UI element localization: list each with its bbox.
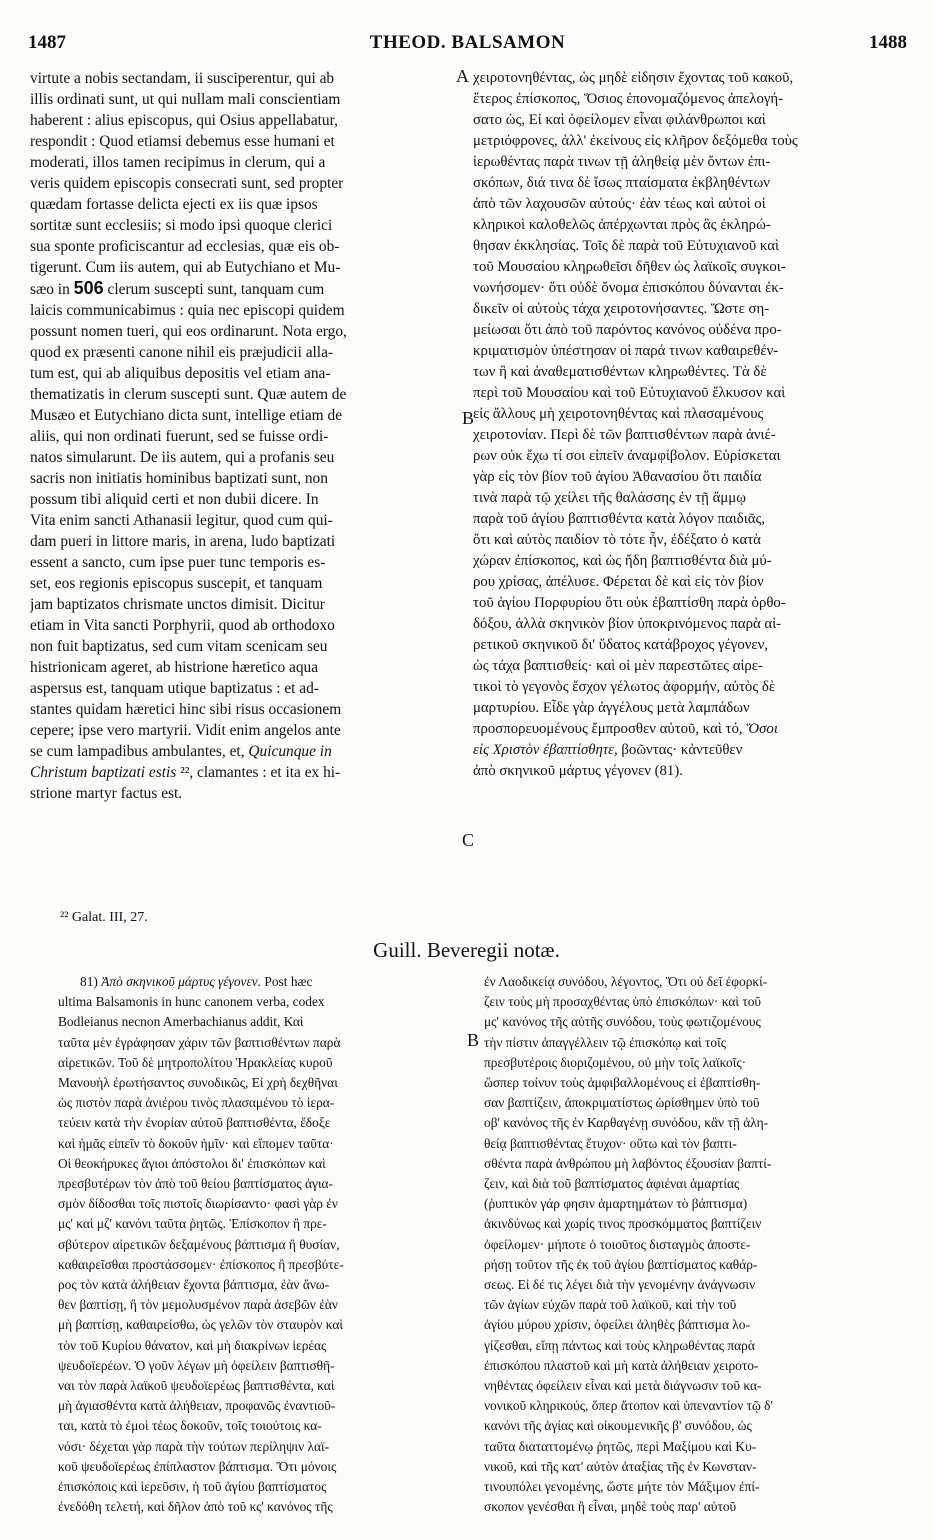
greek-line: νωνήσομεν· ὅτι οὐδὲ ὄνομα ἐπισκόπου δύνανται ἐκ-	[473, 280, 784, 296]
margin-letter-b: B	[462, 408, 475, 428]
note-line: τῶν ἁγίων εὐχῶν παρὰ τοῦ λαϊκοῦ, καὶ τὴν τοῦ	[484, 1297, 737, 1313]
latin-quote: Quicunque in	[248, 743, 332, 760]
note-line: τεύειν κατὰ τὴν ἐνορίαν αὐτοῦ βαπτισθέντα, ἔδοξε	[58, 1115, 331, 1131]
note-line: ultima Balsamonis in hunc canonem verba, codex	[58, 994, 325, 1010]
note-line: σαν βαπτίζειν, ἀποκριματίστως ὡρίσθημεν ὑπὸ τοῦ	[484, 1095, 760, 1111]
note-line: σθέντα παρὰ ἀνθρώπου μὴ λαβόντος ἐξουσίαν βαπτί-	[484, 1155, 772, 1171]
note-line: ταῦτα διαταττομένῳ ῥητῶς, περὶ Μαξίμου καὶ Κυ-	[484, 1438, 757, 1454]
note-line: ναι τὸν παρὰ λαϊκοῦ ψευδοϊερέως βαπτισθέντα, καὶ	[58, 1378, 335, 1394]
greek-line	[473, 719, 908, 740]
note-line: καὶ ἡμᾶς εἰπεῖν τὸ δοκοῦν ἡμῖν· καὶ εἴπομεν ταῦτα·	[58, 1135, 334, 1151]
note-line: τὴν πίστιν ἀπαγγέλλειν τῷ ἐπισκόπῳ καὶ τοῖς	[484, 1034, 727, 1050]
note-line: Μανουὴλ ἐρωτήσαντος συνοδικῶς, Εἰ χρὴ δεχθῆναι	[58, 1075, 338, 1091]
latin-line: laicis communicabimus : quia nec episcopi quidem	[30, 302, 345, 319]
latin-line: sacris non initiatis hominibus baptizati sunt, non	[30, 470, 328, 487]
latin-line: quod ex præsenti canone nihil eis præjudicii alla-	[30, 344, 334, 361]
latin-line-part: sæo in	[30, 281, 70, 298]
note-line: θείᾳ βαπτισθέντας ἔτυχον· οὕτω καὶ τὸν βαπτι-	[484, 1135, 737, 1151]
note-line: ὡς πιστὸν παρὰ ἀνιέρου τινὸς πλασαμένου τὸ ἱερα-	[58, 1095, 335, 1111]
note-line: μὴ βαπτίσῃ, καθαιρείσθω, ὡς γελῶν τὸν σταυρὸν καὶ	[58, 1317, 343, 1333]
greek-line: κριματισμὸν ὑπέστησαν οἱ παρά τινων καθαιρεθέν-	[473, 343, 779, 359]
note-line: τινουπόλει γενομένης, ὥστε μήτε τὸν Μάξιμον ἐπί-	[484, 1479, 760, 1495]
latin-line: non fuit baptizatus, sed cum vitam scenicam seu	[30, 638, 328, 655]
note-line: σκοπον γενέσθαι ἢ εἶναι, μηδὲ τοὺς παρ' αὐτοῦ	[484, 1499, 737, 1515]
note-line: νικοῦ, καὶ τῆς κατ' αὐτὸν ἀταξίας τῆς ἐν Κωνσταν-	[484, 1458, 757, 1474]
greek-line: ρων οὐκ ἔχω τί σοι εἰπεῖν ἀναμφίβολον. Εὑρίσκεται	[473, 448, 781, 464]
latin-line	[30, 762, 460, 783]
note-line: Bodleianus necnon Amerbachianus addit, Καὶ	[58, 1014, 304, 1030]
latin-line: veris quidem episcopis consecrati sunt, sed propter	[30, 175, 344, 192]
note-line: τὸν τοῦ Κυρίου θάνατον, καὶ μὴ διακρίνων ἱερέας	[58, 1337, 327, 1353]
greek-line: περὶ τοῦ Μουσαίου καὶ τοῦ Εὐτυχιανοῦ ἕλκυσον καὶ	[473, 385, 786, 401]
latin-line: essent a sancto, cum ipse puer tunc temporis es-	[30, 554, 326, 571]
note-line: ἐνεδόθη τελετή, καὶ δῆλον ἀπὸ τοῦ κς' κανόνος τῆς	[58, 1499, 333, 1515]
note-line: πρεσβυτέρων τὸν ἀπὸ τοῦ θείου βαπτίσματος ἁγια-	[58, 1176, 334, 1192]
greek-quote: Ὅσοι	[746, 721, 778, 737]
latin-line: jam baptizatos chrismate unctos dimisit. Dicitur	[30, 596, 325, 613]
greek-line: μαρτυρίου. Εἶδε γὰρ ἀγγέλους μετὰ λαμπάδων	[473, 700, 750, 716]
latin-line: natos simularunt. De iis autem, qui a profanis seu	[30, 449, 335, 466]
note-line: αἱρετικῶν. Τοῦ δὲ μητροπολίτου Ἡρακλείας κυροῦ	[58, 1054, 333, 1070]
note-line: ψευδοϊερέων. Ὁ γοῦν λέγων μὴ ὀφείλειν βαπτισθῆ-	[58, 1357, 335, 1373]
column-number: 506	[73, 278, 104, 298]
latin-line: tum est, qui ab aliquibus depositis vel etiam ana-	[30, 365, 331, 382]
note-line: γίζεσθαι, εἴπῃ πάντως καὶ τοὺς κληρωθέντας παρὰ	[484, 1337, 755, 1353]
note-line: νονικοῦ κληρικούς, ὅπερ ἄτοπον καὶ ὑπεναντίον τῷ δ'	[484, 1398, 773, 1414]
greek-line: σατο ὡς, Εἰ καὶ ὀφείλομεν εἶναι φιλάνθρωποι καὶ	[473, 112, 766, 128]
footnote: ²² Galat. III, 27.	[60, 910, 148, 925]
greek-line: κληρικοὶ καλοθελῶς ἀπέρχωνται πρὸς ἃς ἐκληρώ-	[473, 217, 771, 233]
greek-line: ἕτερος ἐπίσκοπος, Ὅσιος ἐπονομαζόμενος ἀπελογή-	[473, 91, 784, 107]
greek-quote: εἰς Χριστὸν ἐβαπτίσθητε,	[473, 742, 618, 758]
note-line: ὥσπερ τοίνυν τοὺς ἀμφιβαλλομένους εἰ ἐβαπτίσθη-	[484, 1075, 761, 1091]
note-line: ἐπισκόποις καὶ ἱερεῦσιν, ἡ τοῦ ἁγίου βαπτίσματος	[58, 1479, 327, 1495]
margin-letter-c: C	[462, 830, 475, 850]
greek-line: ἀπὸ τῶν λαχουσῶν αὐτούς· ἐὰν τέως καὶ αὐτοὶ οἱ	[473, 196, 766, 212]
note-line: ταῦτα μὲν ἐγράφησαν χάριν τῶν βαπτισθέντων παρὰ	[58, 1034, 341, 1050]
latin-line: thematizatis in clerum suscepti sunt. Quæ autem de	[30, 386, 347, 403]
latin-line: Vita enim sancti Athanasii legitur, quod cum qui-	[30, 512, 333, 529]
latin-line: tigerunt. Cum iis autem, qui ab Eutychiano et Mu-	[30, 259, 341, 276]
note-line: Οἱ θεοκήρυκες ἅγιοι ἀπόστολοι δι' ἐπισκόπων καὶ	[58, 1155, 326, 1171]
note-line: νηθέντας ὀφείλειν εἶναι καὶ μετὰ διάγνωσιν τοῦ κα-	[484, 1378, 762, 1394]
greek-line: χώραν ἐπίσκοπος, καὶ ὡς ἤδη βαπτισθέντα διὰ μύ-	[473, 553, 772, 569]
note-line: ὀφείλομεν· μήποτε ὁ τοιοῦτος δισταγμὸς ἀποστε-	[484, 1236, 751, 1252]
note-number: 81)	[80, 974, 98, 989]
latin-line: respondit : Quod etiamsi debemus esse humani et	[30, 133, 335, 150]
note-line: ἁγίου μύρου χρίσιν, ὀφείλει ἀληθὲς βάπτισμα λο-	[484, 1317, 750, 1333]
latin-line: aspersus est, tanquam utique baptizatus : et ad-	[30, 680, 319, 697]
note-line: ἐπισκόπου πλαστοῦ καὶ μὴ κατὰ ἀλήθειαν χειροτο-	[484, 1357, 759, 1373]
greek-line: ἱερωθέντας παρὰ τινων τῇ ἀληθείᾳ μὲν ὄντων ἐπι-	[473, 154, 771, 170]
note-line: καθαιρεῖσθαι προστάσσομεν· ἐπίσκοπος ἢ πρεσβύτε-	[58, 1256, 344, 1272]
latin-line: possum tibi aliquid certi et non dubii dicere. In	[30, 491, 319, 508]
note-line: κοῦ ψευδοϊερέως ἐπίπλαστον βάπτισμα. Ὅτι μόνοις	[58, 1458, 337, 1474]
notes-left-column	[58, 972, 458, 1517]
latin-line: haberent : alius episcopus, qui Osius appellabatur,	[30, 112, 338, 129]
greek-line: μείωσαι ὅτι ἀπὸ τοῦ παρόντος κανόνος οὐδένα προ-	[473, 322, 782, 338]
greek-line: χειροτονηθέντας, ὡς μηδὲ εἰδησιν ἔχοντας τοῦ κακοῦ,	[473, 70, 794, 86]
page-header	[28, 32, 907, 58]
note-line: σβύτερον αἱρετικῶν δεξαμένους βάπτισμα ἢ θυσίαν,	[58, 1236, 340, 1252]
greek-line: γὰρ εἰς τὸν βίον τοῦ ἁγίου Ἀθανασίου ὅτι παιδία	[473, 469, 762, 485]
greek-line-part: βοῶντας· κἀντεῦθεν	[621, 742, 743, 758]
notes-heading: Guill. Beveregii notæ.	[373, 938, 560, 962]
greek-line: τοῦ ἁγίου Πορφυρίου ὅτι οὐκ ἐβαπτίσθη παρὰ ὀρθο-	[473, 595, 786, 611]
note-line: θεν βαπτίσῃ, ἢ τὸν μεμολυσμένον παρὰ ἀσεβῶν ἐὰν	[58, 1297, 338, 1313]
greek-line: τικοὶ τὸ γεγονὸς ἔσχον γέλωτος ἀφορμήν, αὐτὸς δὲ	[473, 679, 776, 695]
greek-line-part: προσπορευομένους ἔμπροσθεν αὐτοῦ, καὶ τό,	[473, 721, 743, 737]
latin-line: aliis, qui non ordinati fuerunt, sed se fuisse ordi-	[30, 428, 329, 445]
latin-line-part: clerum suscepti sunt, tanquam cum	[107, 281, 325, 298]
latin-line	[30, 278, 460, 300]
margin-letter-b-notes: B	[467, 1030, 480, 1050]
note-line: ρος τὸν κατὰ ἀλήθειαν ἔχοντα βάπτισμα, ἐὰν ἄνω-	[58, 1277, 330, 1293]
latin-line-part: se cum lampadibus ambulantes, et,	[30, 743, 245, 760]
greek-line: παρὰ τοῦ ἁγίου βαπτισθέντα κατὰ λόγον παιδιᾶς,	[473, 511, 766, 527]
latin-line: dam pueri in littore maris, in arena, ludo baptizati	[30, 533, 336, 550]
greek-line: σκόπων, διά τινα δὲ ἴσως πταίσματα ἐκβληθέντων	[473, 175, 770, 191]
latin-line: histrionicam ageret, ab histrione hæretico aqua	[30, 659, 319, 676]
latin-line: stantes quidam hæretici hinc sibi risus occasionem	[30, 701, 342, 718]
note-line: ται, κατὰ τὸ ἐμοὶ τέως δοκοῦν, τοῖς τοιούτοις κα-	[58, 1418, 322, 1434]
note-line: σμὸν δίδοσθαι τοῖς πιστοῖς διωρίσαντο· φασὶ γὰρ ἐν	[58, 1196, 338, 1212]
greek-line: εἰς ἄλλους μὴ χειροτονηθέντας καὶ πλασαμένους	[473, 406, 764, 422]
latin-line-part: ²², clamantes : et ita ex hi-	[180, 764, 341, 781]
greek-line: δόξου, ἀλλὰ σκηνικὸν βίον ὑποκρινόμενος παρὰ αἱ-	[473, 616, 782, 632]
latin-line: quædam fortasse delicta ejecti ex iis quæ ipsos	[30, 196, 318, 213]
note-lemma: Ἀπὸ σκηνικοῦ μάρτυς γέγονεν.	[101, 974, 262, 989]
note-line-part: Post hæc	[264, 974, 313, 989]
greek-line: θησαν ἐκκλησίας. Τοῖς δὲ παρὰ τοῦ Εὐτυχιανοῦ καὶ	[473, 238, 779, 254]
page-number-right: 1488	[869, 32, 907, 53]
latin-line: strione martyr factus est.	[30, 785, 183, 802]
running-title: THEOD. BALSAMON	[369, 32, 566, 53]
note-line: σεως. Εἰ δέ τις λέγει διὰ τὴν γενομένην ἀνάγνωσιν	[484, 1277, 756, 1293]
note-line: νόσι· δέχεται γὰρ παρὰ τὴν τούτων περίληψιν λαϊ-	[58, 1438, 330, 1454]
greek-line	[473, 740, 908, 761]
greek-line: ὅτι καὶ αὐτὸς παιδίον τὸ τότε ἦν, ἐδέξατο ὁ κατὰ	[473, 532, 761, 548]
latin-line: illis ordinati sunt, ut qui nullam mali conscientiam	[30, 91, 341, 108]
greek-line: μετριόφρονες, ἀλλ' ἐκείνους εἰς κλῆρον δεξόμεθα τοὺς	[473, 133, 798, 149]
note-line: μς' κανόνος τῆς αὐτῆς συνόδου, τοὺς φωτιζομένους	[484, 1014, 761, 1030]
note-line: πρεσβυτέροις διοριζομένου, οὐ μὴν τοῖς λαϊκοῖς·	[484, 1054, 747, 1070]
note-line: (ῥυπτικὸν γάρ φησιν ἁμαρτημάτων τὸ βάπτισμα)	[484, 1196, 748, 1212]
latin-line: set, eos regionis episcopus suscepit, et tanquam	[30, 575, 323, 592]
note-line: οβ' κανόνος τῆς ἐν Καρθαγένῃ συνόδου, κἂν τῇ ἀλη-	[484, 1115, 769, 1131]
greek-line: δικεῖν οἱ αὐτοὺς τάχα χειροτονήσαντες. Ὥστε ση-	[473, 301, 770, 317]
greek-line: ὡς τάχα βαπτισθείς· καὶ οἱ μὲν παρεστῶτες αἱρε-	[473, 658, 763, 674]
greek-line: τινὰ παρὰ τῷ χείλει τῆς θαλάσσης ἐν τῇ ἄμμῳ	[473, 490, 746, 506]
greek-text-column	[473, 68, 908, 782]
greek-line: τοῦ Μουσαίου κληρωθεῖσι δῆθεν ὡς λαϊκοῖς συγκοι-	[473, 259, 786, 275]
note-line: μὴ ἁγιασθέντα κατὰ ἀλήθειαν, προφανῶς ἐναντιοῦ-	[58, 1398, 336, 1414]
latin-line	[30, 741, 460, 762]
margin-letter-a: A	[456, 66, 469, 86]
greek-line: ρου χρίσας, ἀπέλυσε. Φέρεται δὲ καὶ εἰς τὸν βίον	[473, 574, 764, 590]
latin-line: moderati, illos tamen recipimus in clerum, qui a	[30, 154, 326, 171]
latin-line: sortitæ sunt ecclesiis; si modo ipsi quoque clerici	[30, 217, 333, 234]
note-line: κανόνι τῆς ἁγίας καὶ οἰκουμενικῆς β' συνόδου, ὡς	[484, 1418, 752, 1434]
note-line: ρήσῃ τοῦτον τῆς ἐκ τοῦ ἁγίου βαπτίσματος καθάρ-	[484, 1256, 758, 1272]
page-number-left: 1487	[28, 32, 66, 53]
notes-right-column	[484, 972, 914, 1517]
greek-line: των ἢ καὶ ἀναθεματισθέντων κληρωθέντες. Τὰ δὲ	[473, 364, 767, 380]
latin-line: etiam in Vita sancti Porphyrii, quod ab orthodoxo	[30, 617, 335, 634]
latin-translation-column	[30, 68, 460, 804]
latin-quote: Christum baptizati estis	[30, 764, 177, 781]
note-line: ἐν Λαοδικείᾳ συνόδου, λέγοντος, Ὅτι οὐ δεῖ ἐφορκί-	[484, 974, 768, 989]
latin-line: possunt nomen tueri, qui eos ordinarunt. Nota ergo,	[30, 323, 347, 340]
greek-line: χειροτονίαν. Περὶ δὲ τῶν βαπτισθέντων παρὰ ἀνιέ-	[473, 427, 776, 443]
latin-line: virtute a nobis sectandam, ii susciperentur, qui ab	[30, 70, 335, 87]
note-line: ζειν τοὺς μὴ προσαχθέντας ὑπὸ ἐπισκόπων· καὶ τοῦ	[484, 994, 762, 1010]
greek-line: ρετικοῦ σκηνικοῦ δι' ὕδατος κατάβροχος γέγονεν,	[473, 637, 769, 653]
note-line: ἀκινδύνως καὶ χωρίς τινος προσκόμματος βαπτίζειν	[484, 1216, 762, 1232]
latin-line: sua sponte proficiscantur ad ecclesias, quæ eis ob-	[30, 238, 340, 255]
note-line: μς' καὶ μζ' κανόνι ταῦτα ῥητῶς. Ἐπίσκοπον ἢ πρε-	[58, 1216, 327, 1232]
latin-line: cepere; ipse vero martyrii. Vidit enim angelos ante	[30, 722, 341, 739]
note-line: ζειν, καὶ διὰ τοῦ βαπτίσματος ἀφιέναι ἁμαρτίας	[484, 1176, 740, 1192]
note-line	[58, 972, 458, 992]
latin-line: Musæo et Eutychiano dicta sunt, intellige etiam de	[30, 407, 343, 424]
greek-line: ἀπὸ σκηνικοῦ μάρτυς γέγονεν (81).	[473, 763, 683, 779]
